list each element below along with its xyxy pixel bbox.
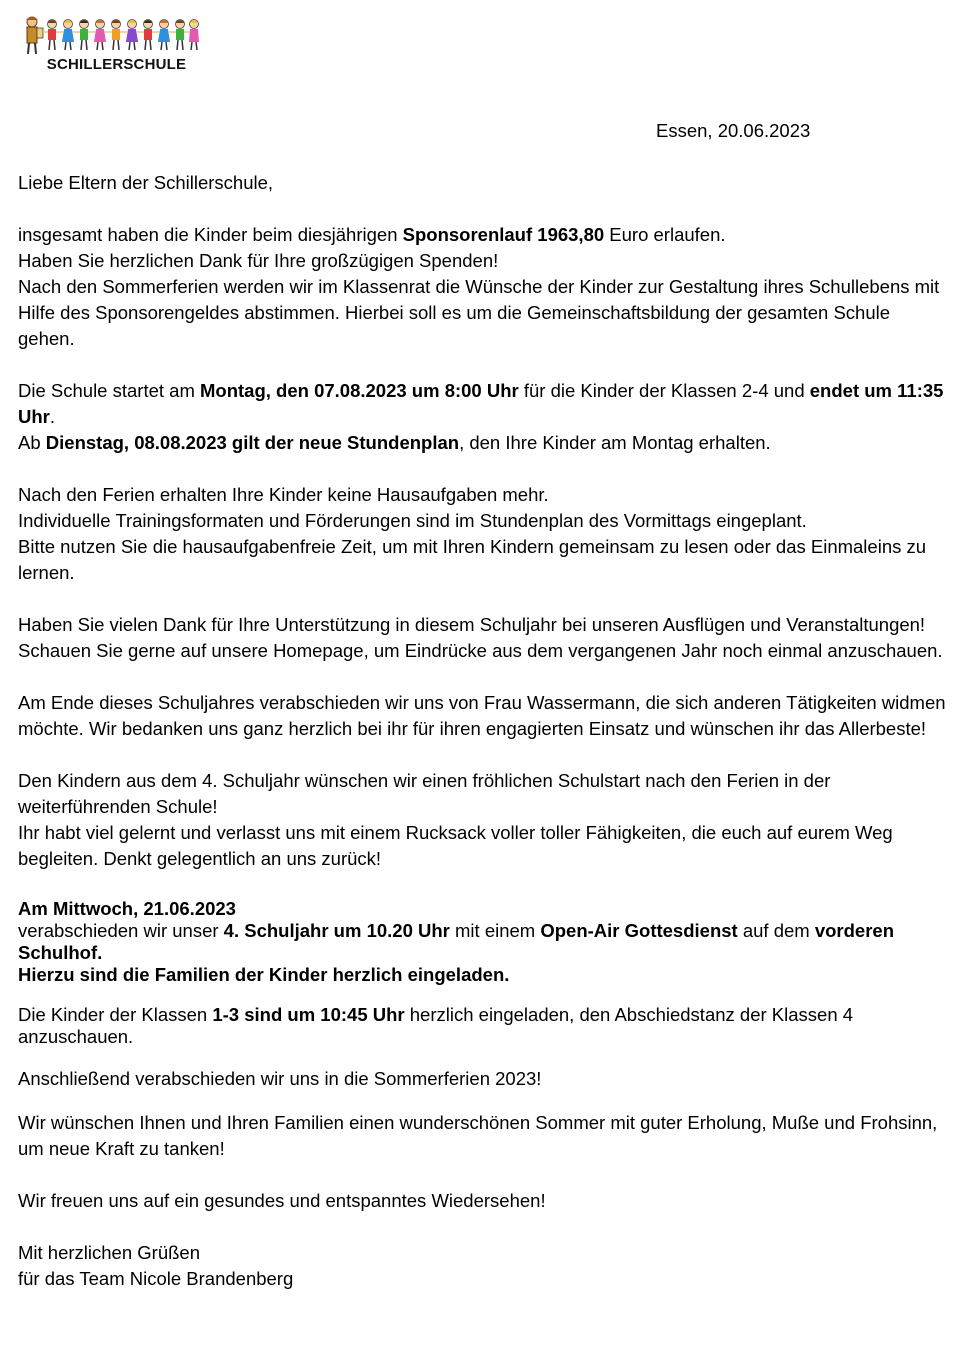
homework-line-2: Individuelle Trainingsformaten und Förderungen sind im Stundenplan des Vormittags eingeplant.: [18, 510, 807, 531]
closing-signature: für das Team Nicole Brandenberg: [18, 1268, 294, 1289]
thanks-donations: Haben Sie herzlichen Dank für Ihre großzügigen Spenden!: [18, 250, 499, 271]
paragraph-summer-break: Anschließend verabschieden wir uns in die Sommerferien 2023!: [18, 1068, 542, 1089]
paragraph-wednesday: Am Mittwoch, 21.06.2023 verabschieden wir unser 4. Schuljahr um 10.20 Uhr mit einem Open-Air Gottesdienst auf dem vorderen Schulhof. Hierzu sind die Familien der Kinder herzlich eingeladen.: [18, 898, 895, 985]
paragraph-dance: Die Kinder der Klassen 1-3 sind um 10:45 Uhr herzlich eingeladen, den Abschiedstanz der Klassen 4 anzuschauen.: [18, 1004, 854, 1047]
child-2: [62, 20, 74, 51]
letter-date: Essen, 20.06.2023: [656, 120, 811, 141]
child-5: [112, 20, 121, 51]
child-1: [48, 20, 57, 51]
paragraph-sponsorenlauf: insgesamt haben die Kinder beim diesjährigen Sponsorenlauf 1963,80 Euro erlaufen.: [18, 224, 726, 245]
letter-body: [18, 170, 948, 1292]
families-invited: Hierzu sind die Familien der Kinder herzlich eingeladen.: [18, 964, 510, 985]
paragraph-school-start: Die Schule startet am Montag, den 07.08.2023 um 8:00 Uhr für die Kinder der Klassen 2-4 und endet um 11:35 Uhr.: [18, 380, 944, 427]
child-3: [80, 20, 89, 51]
child-7: [144, 20, 153, 51]
closing-greeting: Mit herzlichen Grüßen: [18, 1242, 200, 1263]
homework-line-3: Bitte nutzen Sie die hausaufgabenfreie Zeit, um mit Ihren Kindern gemeinsam zu lesen oder das Einmaleins zu lernen.: [18, 536, 927, 583]
paragraph-wishes: Wir wünschen Ihnen und Ihren Familien einen wunderschönen Sommer mit guter Erholung, Muße und Frohsinn, um neue Kraft zu tanken!: [18, 1112, 938, 1159]
child-8: [158, 20, 170, 51]
klassenrat-text: Nach den Sommerferien werden wir im Klassenrat die Wünsche der Kinder zur Gestaltung ihres Schullebens mit Hilfe des Sponsorengeldes abstimmen. Hierbei soll es um die Gemeinschaftsbildung der gesamten Schule gehen.: [18, 276, 940, 349]
children-chain-illustration: [22, 14, 200, 58]
school-logo: [22, 14, 200, 76]
fourth-grade-line-1: Den Kindern aus dem 4. Schuljahr wünschen wir einen fröhlichen Schulstart nach den Ferien in der weiterführenden Schule!: [18, 770, 831, 817]
fourth-grade-line-2: Ihr habt viel gelernt und verlasst uns mit einem Rucksack voller toller Fähigkeiten, die euch auf eurem Weg begleiten. Denkt gelegentlich an uns zurück!: [18, 822, 893, 869]
logo-text: SCHILLERSCHULE: [46, 56, 187, 73]
wednesday-heading: Am Mittwoch, 21.06.2023: [18, 898, 236, 919]
paragraph-farewell-teacher: Am Ende dieses Schuljahres verabschieden wir uns von Frau Wassermann, die sich anderen Tätigkeiten widmen möchte. Wir bedanken uns ganz herzlich bei ihr für ihren engagierten Einsatz und wünschen ihr das Allerbeste!: [18, 692, 946, 739]
child-4: [94, 20, 106, 51]
paragraph-thanks-support: Haben Sie vielen Dank für Ihre Unterstützung in diesem Schuljahr bei unseren Ausflügen und Veranstaltungen! Schauen Sie gerne auf unsere Homepage, um Eindrücke aus dem vergangenen Jahr noch einmal anzuschauen.: [18, 614, 943, 661]
child-10: [189, 20, 199, 51]
paragraph-timetable: Ab Dienstag, 08.08.2023 gilt der neue Stundenplan, den Ihre Kinder am Montag erhalten.: [18, 432, 771, 453]
paragraph-reunion: Wir freuen uns auf ein gesundes und entspanntes Wiedersehen!: [18, 1190, 546, 1211]
homework-line-1: Nach den Ferien erhalten Ihre Kinder keine Hausaufgaben mehr.: [18, 484, 549, 505]
salutation: Liebe Eltern der Schillerschule,: [18, 172, 274, 193]
child-9: [176, 20, 185, 51]
child-6: [126, 20, 138, 51]
sponsorenlauf-amount: Sponsorenlauf 1963,80: [402, 224, 605, 245]
teacher-figure: [26, 17, 43, 55]
